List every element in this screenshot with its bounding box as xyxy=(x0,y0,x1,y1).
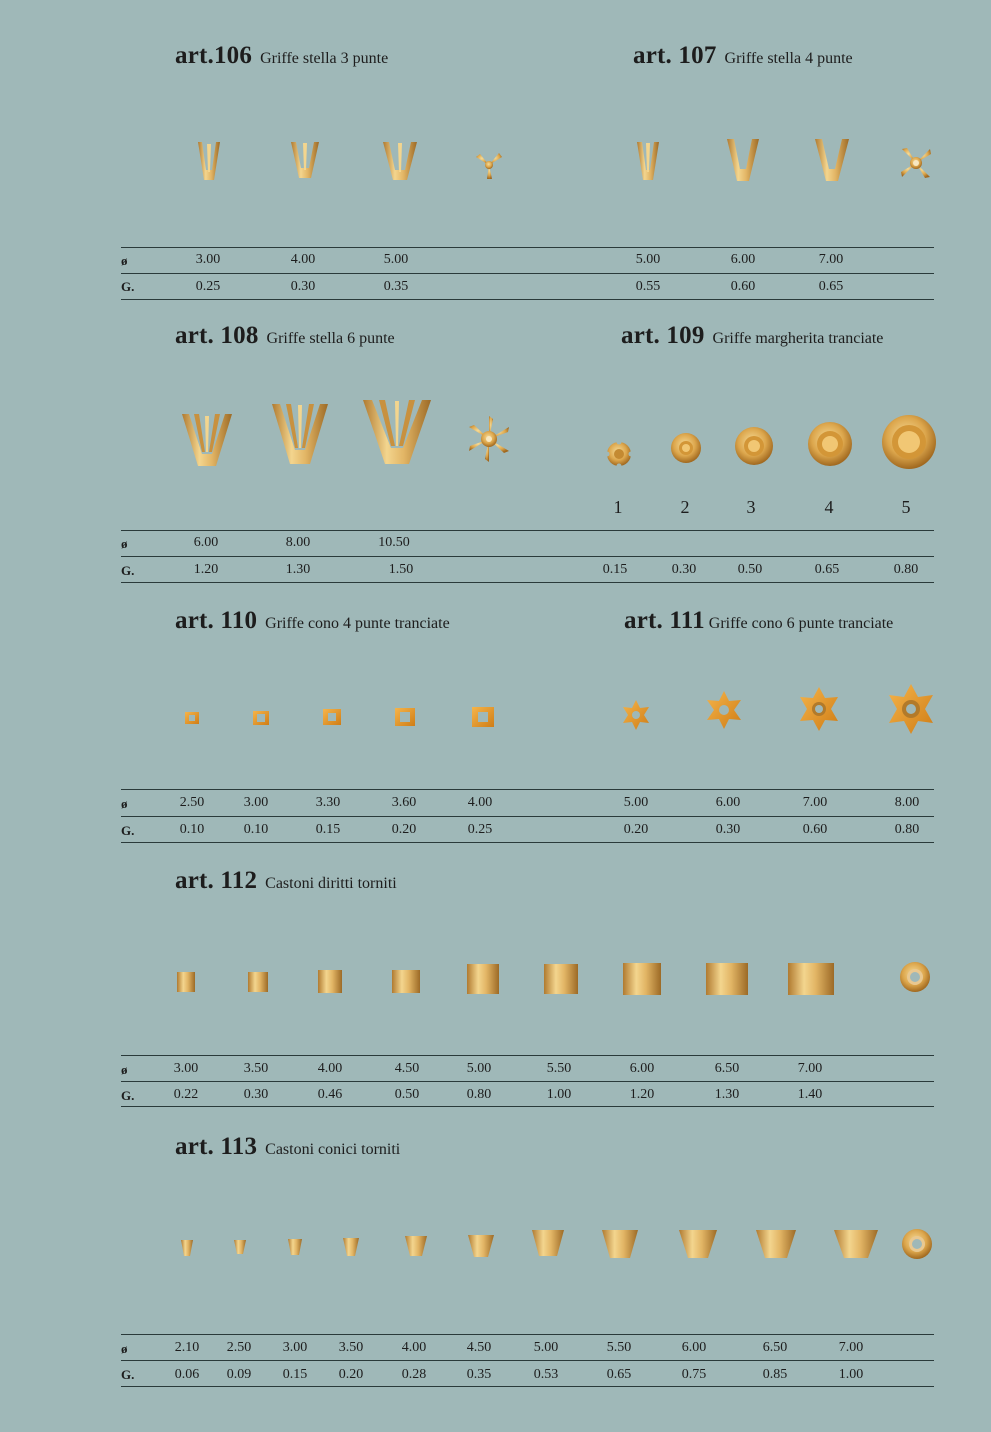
conical-bezel-1 xyxy=(180,1239,194,1257)
article-description: Castoni diritti torniti xyxy=(265,875,397,892)
divider xyxy=(121,247,934,248)
title-art-112 xyxy=(175,867,397,895)
prong-setting-6-top-view xyxy=(464,414,514,464)
article-description: Griffe margherita tranciate xyxy=(712,330,884,347)
cone-4-prong-1 xyxy=(184,711,200,725)
weight-value: 0.28 xyxy=(401,1367,427,1382)
daisy-setting-4 xyxy=(806,420,854,468)
size-number: 5 xyxy=(901,497,911,517)
diameter-value: 8.00 xyxy=(894,795,920,810)
weight-value: 0.50 xyxy=(737,562,763,577)
diameter-value: 7.00 xyxy=(802,795,828,810)
weight-value: 0.50 xyxy=(394,1087,420,1102)
article-code: art. 107 xyxy=(633,42,717,69)
divider xyxy=(121,842,934,843)
conical-bezel-4 xyxy=(342,1237,360,1257)
divider xyxy=(121,1055,934,1056)
diameter-value: 6.00 xyxy=(730,252,756,267)
weight-value: 0.65 xyxy=(606,1367,632,1382)
weight-value: 0.20 xyxy=(391,822,417,837)
weight-value: 0.35 xyxy=(466,1367,492,1382)
diameter-value: 4.00 xyxy=(401,1340,427,1355)
diameter-value: 2.50 xyxy=(226,1340,252,1355)
article-description: Griffe cono 6 punte tranciate xyxy=(708,615,894,632)
divider xyxy=(121,1386,934,1387)
weight-value: 0.80 xyxy=(894,822,920,837)
conical-bezel-3 xyxy=(287,1238,303,1256)
weight-value: 1.20 xyxy=(193,562,219,577)
straight-bezel-5 xyxy=(466,963,500,995)
article-code: art. 108 xyxy=(175,322,259,349)
weight-value: 0.75 xyxy=(681,1367,707,1382)
weight-value: 0.85 xyxy=(762,1367,788,1382)
cone-4-prong-3 xyxy=(322,708,342,726)
cone-6-prong-1 xyxy=(620,699,652,731)
article-description: Griffe cono 4 punte tranciate xyxy=(265,615,450,632)
daisy-setting-5 xyxy=(880,413,938,471)
diameter-value: 5.00 xyxy=(383,252,409,267)
weight-value: 0.15 xyxy=(282,1367,308,1382)
prong-setting-4-large xyxy=(814,137,850,183)
diameter-value: 3.60 xyxy=(391,795,417,810)
weight-value: 1.30 xyxy=(714,1087,740,1102)
weight-value: 0.09 xyxy=(226,1367,252,1382)
diameter-value: 4.00 xyxy=(290,252,316,267)
weight-value: 0.20 xyxy=(623,822,649,837)
cone-6-prong-2 xyxy=(704,690,744,730)
size-number: 1 xyxy=(613,497,623,517)
weight-value: 0.15 xyxy=(315,822,341,837)
cone-6-prong-4 xyxy=(885,683,937,735)
conical-bezel-9 xyxy=(678,1229,718,1259)
article-description: Griffe stella 4 punte xyxy=(724,50,853,67)
weight-value: 0.35 xyxy=(383,279,409,294)
straight-bezel-4 xyxy=(391,969,421,994)
diameter-value: 3.00 xyxy=(173,1061,199,1076)
prong-setting-4-small xyxy=(636,140,660,182)
diameter-value: 6.50 xyxy=(762,1340,788,1355)
title-art-110 xyxy=(175,607,450,635)
weight-label: G. xyxy=(121,823,135,838)
diameter-value: 4.00 xyxy=(467,795,493,810)
conical-bezel-2 xyxy=(233,1239,247,1255)
diameter-value: 5.00 xyxy=(533,1340,559,1355)
prong-setting-4-medium xyxy=(726,137,760,183)
diameter-value: 5.50 xyxy=(606,1340,632,1355)
weight-value: 0.30 xyxy=(290,279,316,294)
diameter-value: 3.00 xyxy=(195,252,221,267)
diameter-value: 4.50 xyxy=(394,1061,420,1076)
article-code: art. 109 xyxy=(621,322,705,349)
weight-value: 0.30 xyxy=(715,822,741,837)
diameter-value: 3.00 xyxy=(282,1340,308,1355)
diameter-value: 6.00 xyxy=(681,1340,707,1355)
weight-value: 0.25 xyxy=(195,279,221,294)
weight-value: 1.40 xyxy=(797,1087,823,1102)
diameter-value: 2.10 xyxy=(174,1340,200,1355)
divider xyxy=(121,582,934,583)
daisy-setting-1 xyxy=(605,440,633,468)
weight-value: 0.55 xyxy=(635,279,661,294)
article-code: art. 110 xyxy=(175,607,258,634)
diameter-value: 6.50 xyxy=(714,1061,740,1076)
article-description: Griffe stella 6 punte xyxy=(266,330,395,347)
conical-bezel-11 xyxy=(833,1229,879,1259)
divider xyxy=(121,1360,934,1361)
diameter-value: 7.00 xyxy=(818,252,844,267)
straight-bezel-8 xyxy=(705,962,749,996)
cone-4-prong-2 xyxy=(252,710,270,726)
straight-bezel-3 xyxy=(317,969,343,994)
prong-setting-3-top-view xyxy=(474,150,504,180)
conical-bezel-6 xyxy=(467,1234,495,1258)
article-description: Griffe stella 3 punte xyxy=(260,50,389,67)
diameter-value: 4.00 xyxy=(317,1061,343,1076)
conical-bezel-8 xyxy=(601,1229,639,1259)
weight-label: G. xyxy=(121,563,135,578)
weight-value: 0.46 xyxy=(317,1087,343,1102)
divider xyxy=(121,1334,934,1335)
diameter-value: 6.00 xyxy=(629,1061,655,1076)
prong-setting-3-large xyxy=(382,140,418,182)
weight-value: 0.10 xyxy=(243,822,269,837)
prong-setting-6-medium xyxy=(270,402,330,466)
weight-value: 1.00 xyxy=(838,1367,864,1382)
weight-value: 0.15 xyxy=(602,562,628,577)
diameter-label: ø xyxy=(121,1341,128,1356)
straight-bezel-top-view xyxy=(898,960,932,994)
article-code: art.106 xyxy=(175,42,253,69)
divider xyxy=(121,299,934,300)
diameter-value: 3.00 xyxy=(243,795,269,810)
divider xyxy=(121,556,934,557)
weight-label: G. xyxy=(121,1367,135,1382)
title-art-111 xyxy=(624,607,893,635)
diameter-value: 5.00 xyxy=(623,795,649,810)
diameter-value: 7.00 xyxy=(797,1061,823,1076)
prong-setting-3-medium xyxy=(290,140,320,180)
weight-label: G. xyxy=(121,1088,135,1103)
prong-setting-4-top-view xyxy=(899,146,933,180)
diameter-value: 5.50 xyxy=(546,1061,572,1076)
cone-6-prong-3 xyxy=(796,686,842,732)
weight-value: 1.20 xyxy=(629,1087,655,1102)
diameter-label: ø xyxy=(121,796,128,811)
weight-value: 0.30 xyxy=(243,1087,269,1102)
diameter-value: 3.30 xyxy=(315,795,341,810)
divider xyxy=(121,273,934,274)
article-code: art. 111 xyxy=(624,607,705,634)
title-art-113 xyxy=(175,1133,400,1161)
cone-4-prong-4 xyxy=(394,707,416,727)
weight-value: 0.22 xyxy=(173,1087,199,1102)
straight-bezel-7 xyxy=(622,962,662,996)
straight-bezel-2 xyxy=(247,971,269,993)
title-art-107 xyxy=(633,42,853,70)
diameter-value: 8.00 xyxy=(285,535,311,550)
diameter-value: 5.00 xyxy=(466,1061,492,1076)
straight-bezel-1 xyxy=(176,971,196,993)
weight-value: 0.53 xyxy=(533,1367,559,1382)
straight-bezel-6 xyxy=(543,963,579,995)
article-code: art. 113 xyxy=(175,1133,258,1160)
conical-bezel-top-view xyxy=(900,1227,934,1261)
cone-4-prong-5 xyxy=(471,706,495,728)
divider xyxy=(121,816,934,817)
weight-value: 0.10 xyxy=(179,822,205,837)
weight-value: 0.25 xyxy=(467,822,493,837)
size-number: 4 xyxy=(824,497,834,517)
diameter-value: 6.00 xyxy=(193,535,219,550)
weight-label: G. xyxy=(121,279,135,294)
weight-value: 0.80 xyxy=(893,562,919,577)
title-art-106 xyxy=(175,42,388,70)
diameter-label: ø xyxy=(121,1062,128,1077)
conical-bezel-10 xyxy=(755,1229,797,1259)
article-description: Castoni conici torniti xyxy=(265,1141,401,1158)
weight-value: 0.30 xyxy=(671,562,697,577)
diameter-value: 6.00 xyxy=(715,795,741,810)
diameter-value: 5.00 xyxy=(635,252,661,267)
article-code: art. 112 xyxy=(175,867,258,894)
straight-bezel-9 xyxy=(787,962,835,996)
weight-value: 1.00 xyxy=(546,1087,572,1102)
weight-value: 1.30 xyxy=(285,562,311,577)
diameter-value: 2.50 xyxy=(179,795,205,810)
size-number: 3 xyxy=(746,497,756,517)
prong-setting-6-large xyxy=(361,398,433,466)
size-number: 2 xyxy=(680,497,690,517)
title-art-108 xyxy=(175,322,395,350)
divider xyxy=(121,1106,934,1107)
conical-bezel-5 xyxy=(404,1235,428,1257)
weight-value: 0.80 xyxy=(466,1087,492,1102)
prong-setting-6-small xyxy=(180,412,234,468)
divider xyxy=(121,789,934,790)
diameter-label: ø xyxy=(121,253,128,268)
divider xyxy=(121,530,934,531)
prong-setting-3-small xyxy=(197,140,221,182)
weight-value: 0.60 xyxy=(730,279,756,294)
diameter-value: 3.50 xyxy=(243,1061,269,1076)
diameter-value: 10.50 xyxy=(378,535,410,550)
weight-value: 0.20 xyxy=(338,1367,364,1382)
diameter-label: ø xyxy=(121,536,128,551)
conical-bezel-7 xyxy=(531,1229,565,1257)
diameter-value: 3.50 xyxy=(338,1340,364,1355)
divider xyxy=(121,1081,934,1082)
weight-value: 0.60 xyxy=(802,822,828,837)
diameter-value: 7.00 xyxy=(838,1340,864,1355)
daisy-setting-3 xyxy=(733,425,775,467)
weight-value: 0.06 xyxy=(174,1367,200,1382)
daisy-setting-2 xyxy=(669,431,703,465)
weight-value: 0.65 xyxy=(818,279,844,294)
diameter-value: 4.50 xyxy=(466,1340,492,1355)
weight-value: 0.65 xyxy=(814,562,840,577)
weight-value: 1.50 xyxy=(388,562,414,577)
title-art-109 xyxy=(621,322,883,350)
